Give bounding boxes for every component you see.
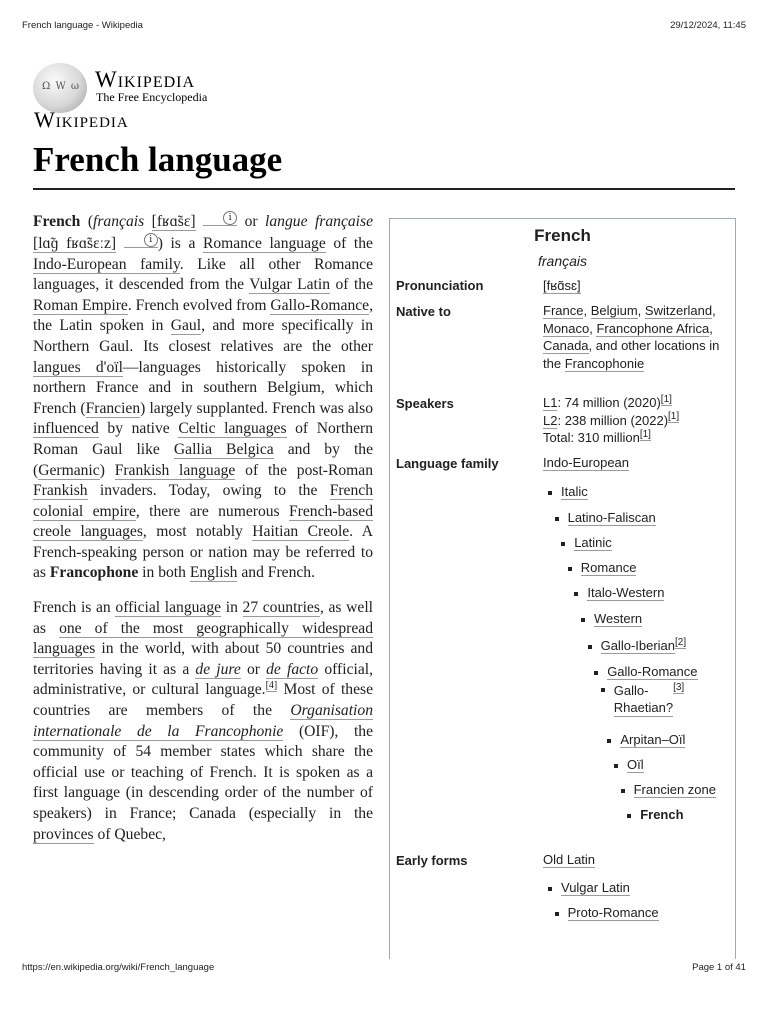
text-run	[196, 213, 203, 230]
text-run: )	[99, 461, 115, 479]
citation-link[interactable]: [4]	[265, 680, 278, 692]
citation-link[interactable]: [1]	[660, 393, 672, 405]
family-tree-item[interactable]	[574, 584, 664, 601]
family-tree-label[interactable]: Latinic	[574, 535, 612, 550]
family-tree-label[interactable]: Italic	[561, 484, 588, 499]
family-tree-item[interactable]	[621, 781, 716, 798]
audio-play-icon[interactable]: i	[203, 211, 237, 226]
text-run: Total: 310 million	[543, 430, 640, 445]
text-run: —languages historically spoken in northern France and in southern Belgium, which French (	[33, 358, 373, 417]
text-run: , there are numerous	[135, 502, 289, 520]
article-link[interactable]: 27 countries	[242, 599, 320, 617]
title-divider	[33, 188, 735, 190]
print-datetime: 29/12/2024, 11:45	[670, 20, 746, 31]
bullet-icon	[555, 912, 559, 916]
text-run: of the	[330, 276, 374, 294]
page-title: French language	[33, 140, 283, 179]
family-tree-label[interactable]: Latino-Faliscan	[567, 510, 656, 525]
italic-term: langue française	[265, 213, 373, 231]
text-run: ,	[709, 320, 713, 336]
article-link[interactable]: French colonial empire	[33, 482, 373, 520]
bullet-icon	[594, 671, 598, 675]
wikipedia-wordmark: Wikipedia	[95, 67, 196, 92]
article-body	[33, 211, 373, 859]
bullet-icon	[555, 517, 559, 521]
bullet-icon	[601, 688, 605, 692]
text-run	[144, 213, 151, 230]
text-run: ) is a	[157, 234, 203, 252]
text-run: of Quebec,	[93, 825, 166, 843]
early-forms-item[interactable]	[555, 904, 659, 921]
puzzle-globe-icon	[33, 63, 87, 113]
infobox-native-name: français	[537, 253, 588, 269]
native-to-label: Native to	[396, 304, 451, 319]
bullet-icon	[621, 789, 625, 793]
article-link[interactable]: de facto	[266, 660, 319, 678]
family-tree-label[interactable]: Francien zone	[633, 782, 716, 797]
article-link[interactable]: [lɑ̃ɡ fʁɑ̃sɛːz]	[33, 234, 117, 252]
bullet-icon	[607, 739, 611, 743]
text-run: official, administrative, or cultural language.	[33, 660, 373, 699]
text-run: invaders. Today, owing to the	[87, 482, 330, 500]
text-run: ,	[637, 303, 645, 318]
bullet-icon	[627, 814, 631, 818]
early-forms-item[interactable]	[548, 879, 630, 896]
article-link[interactable]: Gallia Belgica	[173, 440, 274, 458]
native-to-value	[543, 302, 731, 372]
family-tree-item[interactable]	[614, 756, 644, 773]
text-run: , the Latin spoken in	[33, 296, 374, 335]
family-tree-label[interactable]: Gallo-Iberian	[600, 638, 676, 653]
early-forms-label: Early forms	[396, 853, 468, 868]
print-page-title: French language - Wikipedia	[22, 20, 143, 31]
speakers-label: Speakers	[396, 396, 454, 411]
infobox-title: French	[534, 226, 591, 245]
family-root-link[interactable]: Indo-European	[543, 455, 630, 470]
text-run: by native	[98, 420, 179, 438]
article-link[interactable]: Canada	[543, 338, 589, 353]
article-link[interactable]: Gaul	[170, 317, 202, 335]
print-footer	[22, 962, 746, 973]
article-link[interactable]: Indo-European family	[33, 255, 180, 273]
family-tree-label: French	[640, 807, 684, 822]
text-run: : 74 million (2020)	[557, 395, 661, 410]
article-link[interactable]: Francophone Africa	[596, 320, 710, 336]
article-link[interactable]: Celtic languages	[178, 420, 287, 438]
family-tree-item[interactable]	[601, 682, 684, 717]
family-tree-item[interactable]	[627, 806, 683, 823]
text-run: , and more specifically in Northern Gaul. Its closest relatives are the other	[33, 317, 373, 355]
article-link[interactable]: Francien	[85, 399, 141, 417]
article-link[interactable]: Romance language	[202, 234, 326, 252]
text-run: , as well as	[33, 599, 373, 637]
text-run: or	[237, 213, 266, 231]
family-tree-label[interactable]: Gallo- Rhaetian?	[613, 683, 674, 715]
bullet-icon	[568, 567, 572, 571]
speakers-value	[543, 394, 731, 447]
paragraph-1	[33, 211, 373, 584]
text-run: ,	[712, 303, 716, 318]
text-run: (OIF), the community of 54 member states which share the official use or teaching of French. It is spoken as a first language (in descending order of the number of speakers) in France; Canada (especially in the	[33, 722, 373, 822]
citation-link[interactable]: [1]	[639, 428, 651, 440]
text-run: and French.	[237, 564, 315, 582]
text-run: in	[221, 599, 243, 617]
text-run: , and other locations in the	[543, 338, 720, 371]
article-link[interactable]: one of the most geographically widespread languages	[33, 619, 374, 658]
family-tree-item[interactable]	[607, 731, 685, 748]
bullet-icon	[548, 887, 552, 891]
citation-link[interactable]: [1]	[668, 411, 680, 423]
bullet-icon	[548, 491, 552, 495]
text-run: . French evolved from	[127, 296, 271, 314]
text-run: Most of these countries are members of the	[33, 681, 373, 720]
article-link[interactable]: langues d'oïl	[33, 358, 123, 376]
text-run: of the	[325, 234, 373, 252]
family-tree-label[interactable]: Gallo-Romance	[607, 664, 698, 679]
family-tree-item[interactable]	[581, 610, 642, 627]
print-url: https://en.wikipedia.org/wiki/French_language	[22, 962, 215, 973]
text-run: of Northern Roman Gaul like	[33, 420, 373, 458]
text-run	[116, 235, 124, 252]
article-link[interactable]: official language	[115, 599, 222, 617]
pronunciation-value[interactable]: [fʁɑ̃sɛ]	[543, 278, 581, 293]
print-page-number: Page 1 of 41	[692, 962, 746, 973]
family-tree-item[interactable]	[568, 559, 637, 576]
family-tree-item[interactable]	[594, 663, 697, 680]
text-run: in the world, with about 50 countries and territories having it as a	[33, 640, 373, 678]
article-link[interactable]: L2	[543, 412, 558, 428]
bold-term: Francophone	[49, 564, 139, 582]
text-run: (	[80, 213, 94, 231]
article-link[interactable]: Roman Empire	[33, 296, 128, 314]
article-link[interactable]: Frankish language	[114, 461, 236, 479]
family-tree-label[interactable]: Romance	[580, 560, 637, 575]
text-run: French is an	[33, 599, 116, 617]
wikipedia-tagline: The Free Encyclopedia	[96, 90, 208, 104]
family-tree-item[interactable]	[588, 637, 687, 654]
family-tree-item[interactable]	[561, 534, 612, 551]
family-tree-item[interactable]	[548, 483, 588, 500]
article-link[interactable]: de jure	[195, 660, 241, 678]
print-header	[22, 20, 746, 31]
article-link[interactable]: Gallo-Romance	[270, 296, 370, 314]
article-link[interactable]: Vulgar Latin	[249, 276, 331, 294]
article-link[interactable]: Francophonie	[564, 355, 645, 371]
article-link[interactable]: Switzerland	[644, 303, 713, 318]
citation-link[interactable]: [2]	[675, 636, 687, 648]
article-link[interactable]: Germanic	[38, 461, 100, 479]
citation-link[interactable]: [3]	[673, 681, 685, 693]
article-link[interactable]: [fʁɑ̃sɛ]	[151, 213, 196, 231]
infobox	[389, 218, 736, 959]
article-link[interactable]: France	[543, 303, 584, 318]
bullet-icon	[581, 618, 585, 622]
text-run: ,	[589, 320, 597, 336]
early-forms-label[interactable]: Proto-Romance	[567, 905, 659, 920]
bold-term: French	[33, 213, 81, 231]
paragraph-2	[33, 598, 373, 845]
article-link[interactable]: Frankish	[33, 482, 88, 500]
article-link[interactable]: English	[189, 564, 238, 582]
article-link[interactable]: French-based creole languages	[33, 502, 373, 541]
bullet-icon	[574, 592, 578, 596]
bullet-icon	[561, 542, 565, 546]
text-run: or	[240, 660, 267, 678]
wikipedia-wordmark-small[interactable]: Wikipedia	[34, 107, 129, 132]
text-run: and by the (	[33, 440, 373, 479]
text-run: . A French-speaking person or nation may be referred to as	[33, 523, 373, 582]
article-link[interactable]: Belgium	[590, 303, 638, 318]
early-forms-label[interactable]: Vulgar Latin	[561, 880, 630, 895]
language-family-label: Language family	[396, 456, 499, 471]
italic-term: français	[93, 213, 145, 231]
text-run: : 238 million (2022)	[557, 412, 669, 428]
bullet-icon	[588, 645, 592, 649]
family-tree-label[interactable]: Oïl	[627, 757, 644, 772]
text-run: ,	[583, 303, 591, 318]
text-run: . Like all other Romance languages, it descended from the	[33, 255, 373, 294]
text-run: in both	[138, 564, 190, 582]
early-forms-root-link[interactable]: Old Latin	[543, 852, 596, 867]
article-link[interactable]: Haitian Creole	[252, 523, 350, 541]
text-run: , most notably	[142, 523, 253, 541]
article-link[interactable]: provinces	[33, 825, 94, 843]
article-link[interactable]: Organisation internationale de la Francophonie	[33, 702, 373, 740]
family-tree-item[interactable]	[555, 509, 656, 526]
pronunciation-label: Pronunciation	[396, 278, 484, 293]
audio-play-icon[interactable]: i	[124, 233, 158, 248]
article-link[interactable]: influenced	[33, 420, 99, 438]
family-tree-label[interactable]: Italo-Western	[587, 585, 665, 600]
family-tree-label[interactable]: Western	[594, 611, 643, 626]
bullet-icon	[614, 764, 618, 768]
text-run: of the post-Roman	[235, 461, 374, 479]
text-run: ) largely supplanted. French was also	[140, 399, 373, 417]
article-link[interactable]: L1	[543, 395, 558, 410]
article-link[interactable]: Monaco	[543, 320, 590, 336]
family-tree-label[interactable]: Arpitan–Oïl	[620, 732, 686, 747]
